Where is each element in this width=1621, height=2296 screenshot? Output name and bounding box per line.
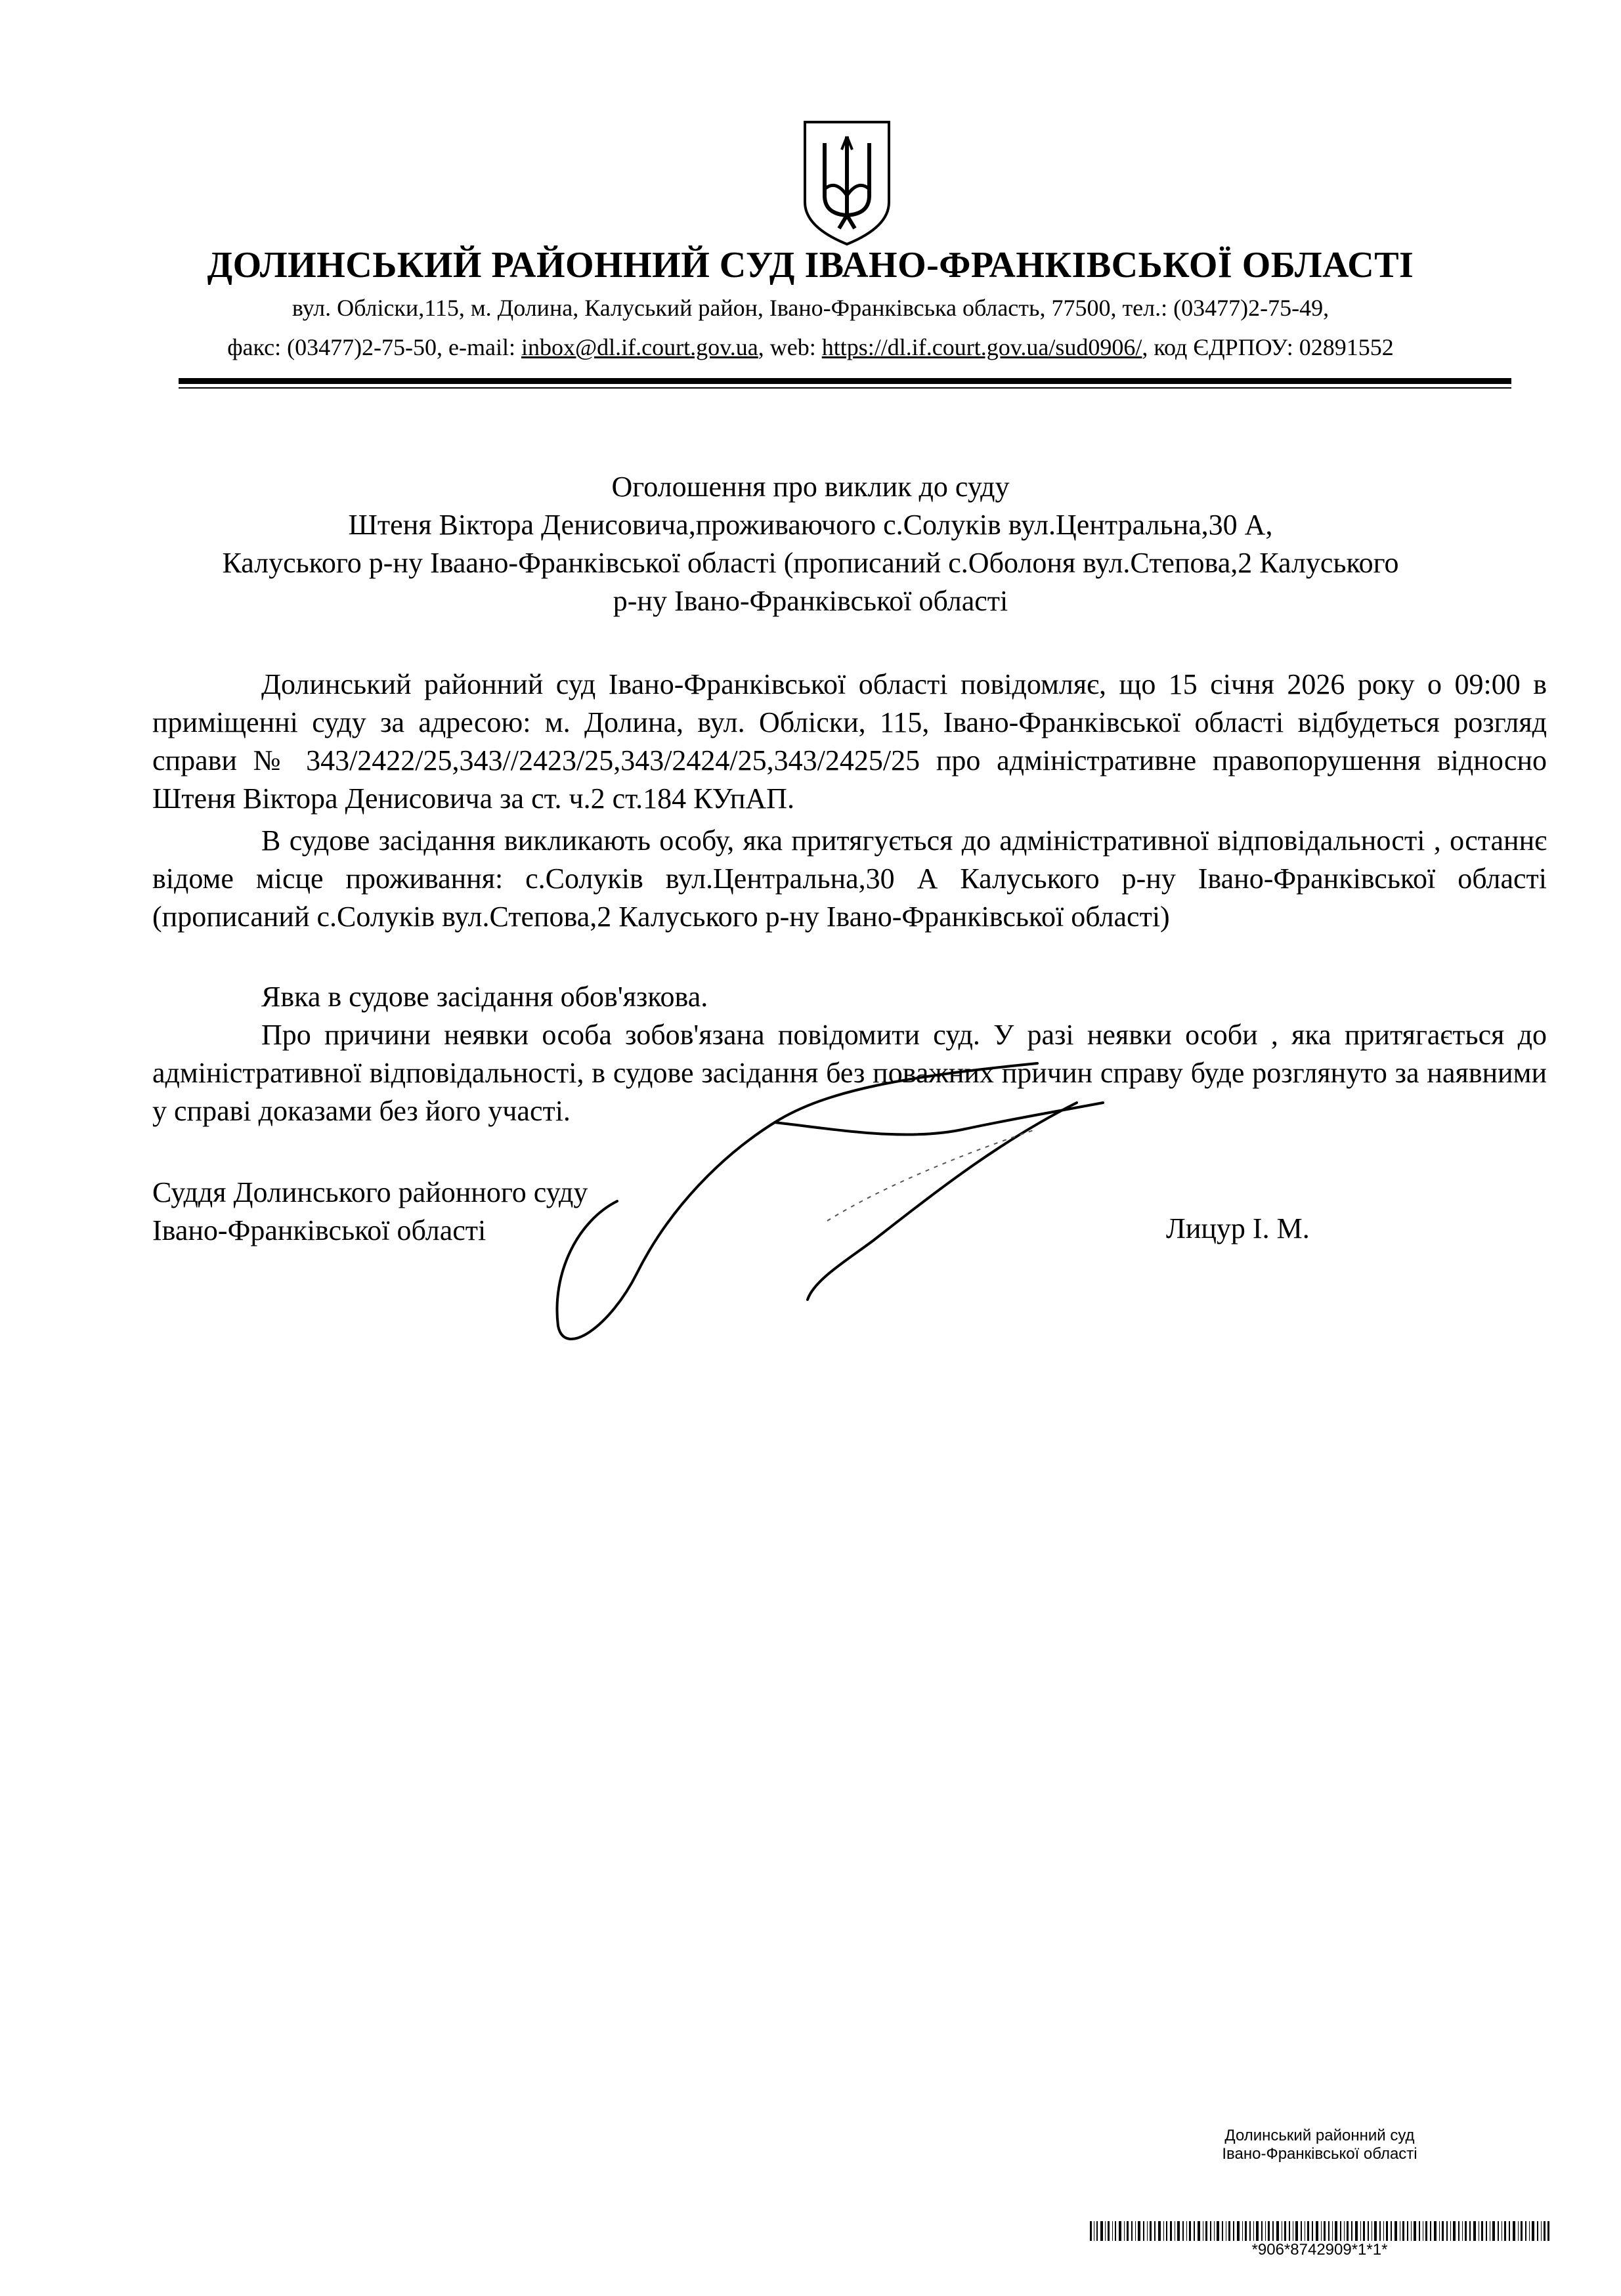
header-divider-thin — [179, 387, 1511, 389]
court-address: вул. Обліски,115, м. Долина, Калуський район, Івано-Франківська область, 77500, тел.: (03477)2-75-49, — [292, 295, 1329, 321]
fax-label: факс: (03477)2-75-50, e-mail: — [227, 334, 521, 360]
court-stamp — [1090, 2127, 1549, 2163]
stamp-line-2: Івано-Франківської області — [1222, 2145, 1417, 2163]
judge-title-line-2: Івано-Франківської області — [152, 1214, 486, 1246]
barcode-number: *906*8742909*1*1* — [1251, 2241, 1388, 2259]
court-name: ДОЛИНСЬКИЙ РАЙОННИЙ СУД ІВАНО-ФРАНКІВСЬКОЇ ОБЛАСТІ — [207, 245, 1414, 286]
notice-subject-line-2: Калуського р-ну Іваано-Франківської області (прописаний с.Оболоня вул.Степова,2 Калуського — [222, 547, 1399, 579]
stamp-line-1: Долинський районний суд — [1224, 2127, 1415, 2144]
paragraph-text: В судове засідання викликають особу, яка притягується до адміністративної відповідальності , останнє відоме місце проживання: с.Солуків вул.Центральна,30 А Калуського р-ну Івано-Франківської області (прописаний с.Солуків вул.Степова,2 Калуського р-ну Івано-Франківської області) — [152, 824, 1547, 933]
paragraph-summons — [152, 822, 1547, 936]
paragraph-attendance — [152, 978, 1547, 1016]
judge-name: Лицур І. М. — [1166, 1212, 1310, 1244]
edrpou-code: , код ЄДРПОУ: 02891552 — [1142, 334, 1394, 360]
email-link[interactable]: inbox@dl.if.court.gov.ua — [521, 334, 758, 360]
court-contacts — [0, 333, 1621, 361]
judge-title-line-1: Суддя Долинського районного суду — [152, 1176, 588, 1208]
paragraph-text: Про причини неявки особа зобов'язана повідомити суд. У разі неявки особи , яка притягається до адміністративної відповідальності, в судове засідання без поважних причин справу буде розглянуто за наявними у справі доказами без його участі. — [152, 1019, 1547, 1127]
paragraph-text: Долинський районний суд Івано-Франківської області повідомляє, що 15 січня 2026 року о 09:00 в приміщенні суду за адресою: м. Долина, вул. Обліски, 115, Івано-Франківської області відбудеться розгляд справи № 343/2422/25,343//2423/25,343/2424/25,343/2425/25 про адміністративне правопорушення відносно Штеня Віктора Денисовича за ст. ч.2 ст.184 КУпАП. — [152, 668, 1547, 815]
notice-title: Оголошення про виклик до суду — [611, 471, 1010, 503]
judge-title-block — [152, 1174, 588, 1250]
paragraph-hearing-info — [152, 666, 1547, 818]
trident-emblem-icon — [800, 117, 894, 248]
barcode-icon — [1090, 2221, 1549, 2241]
notice-subject-line-1: Штеня Віктора Денисовича,проживаючого с.Солуків вул.Центральна,30 А, — [348, 509, 1273, 541]
handwritten-signature — [538, 1050, 1129, 1378]
paragraph-text: Явка в судове засідання обов'язкова. — [261, 981, 708, 1013]
notice-subject-line-3: р-ну Івано-Франківської області — [613, 585, 1008, 617]
website-link[interactable]: https://dl.if.court.gov.ua/sud0906/ — [821, 334, 1142, 360]
header-divider-thick — [179, 378, 1511, 384]
web-label: , web: — [758, 334, 822, 360]
